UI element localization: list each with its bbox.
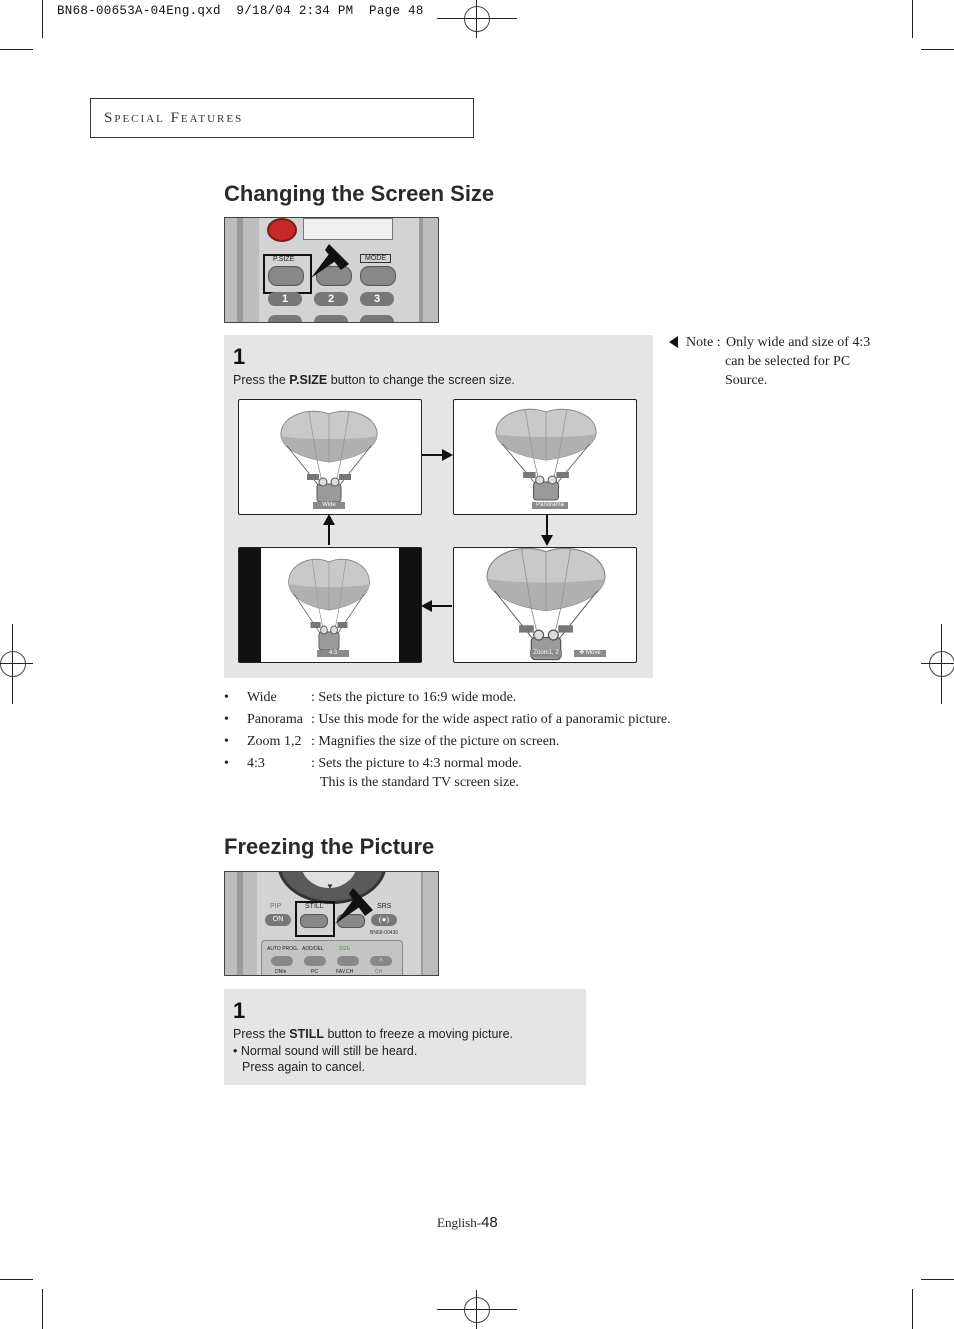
srs-label: SRS [377,903,392,910]
screen-size-heading: Changing the Screen Size [224,181,495,206]
psize-button-name: P.SIZE [289,373,328,387]
bullet-desc: : Use this mode for the wide aspect ratio of a panoramic picture. [311,712,671,727]
arrow-right-icon [420,445,454,465]
dnie-label: DNIe [275,969,287,975]
screen-zoom [453,547,637,663]
crop-mark [42,0,43,38]
still-button-name: STILL [289,1027,324,1041]
bullet-icon: • [224,734,229,749]
section-title: Special Features [104,110,244,126]
key-1: 1 [268,292,302,306]
auto-prog-label: AUTO PROG. [267,946,299,952]
pip-label: PIP [270,903,282,910]
pointer-arrow-icon [307,240,349,280]
crop-mark [42,1289,43,1329]
step-instruction: Press the P.SIZE button to change the screen size. [233,373,515,387]
bullet-icon: • [224,712,229,727]
balloon-image [287,554,371,652]
chevron-up-icon: ^ [370,956,392,966]
still-label: STILL [305,903,324,910]
mode-label-wide: Wide [313,502,345,509]
down-arrow-icon: ▼ [326,882,334,891]
key-3: 3 [360,292,394,306]
srs-button: (●) [371,914,397,926]
pip-on-button: ON [265,914,291,926]
ch-label: CH [375,969,383,975]
arrow-left-icon [420,596,454,616]
mode-label-move: ✥ Move [574,650,606,657]
psize-label: P.SIZE [273,256,295,263]
pointer-arrow-icon [331,882,373,926]
power-button-icon [267,218,297,242]
bullet-term: Zoom 1,2 [247,734,302,749]
balloon-image [484,547,608,662]
freeze-heading: Freezing the Picture [224,834,435,859]
model-number: BN68-00436 [370,930,399,936]
page-footer: English-48 [437,1214,498,1231]
move-arrows-icon: ✥ [579,650,587,656]
page-number: 48 [481,1214,498,1231]
bullet-term: Wide [247,690,277,705]
printer-slug: BN68-00653A-04Eng.qxd 9/18/04 2:34 PM Page 48 [57,4,424,18]
screen-four-three [238,547,422,663]
bullet-term: Panorama [247,712,303,727]
add-del-label: ADD/DEL [302,946,324,952]
remote-still-illustration [224,871,439,976]
arrow-down-icon [537,513,557,547]
step-note-line: Press again to cancel. [242,1060,365,1074]
bullet-icon: • [224,690,229,705]
bullet-term: 4:3 [247,756,265,771]
step-number: 1 [233,344,246,369]
note-text: Only wide and size of 4:3 can be selected for PC Source. [725,335,871,388]
crop-mark [921,49,954,50]
crop-mark [0,49,33,50]
key-2: 2 [314,292,348,306]
crop-mark [921,1279,954,1280]
bullet-desc: : Sets the picture to 4:3 normal mode. [311,756,522,771]
screen-panorama [453,399,637,515]
mode-label-panorama: Panorama [532,502,568,509]
screen-wide [238,399,422,515]
crop-mark [0,1279,33,1280]
note-label: Note : [686,335,721,350]
balloon-image [494,404,598,502]
bullet-desc: : Magnifies the size of the picture on screen. [311,734,560,749]
size-label: SIZE [339,946,351,952]
remote-psize-illustration [224,217,439,323]
bullet-icon: • [224,756,229,771]
step-note-line: • Normal sound will still be heard. [233,1044,418,1058]
mode-label: MODE [360,254,391,263]
balloon-image [279,406,379,504]
psize-button [268,266,304,286]
crop-mark [912,0,913,38]
bullet-desc: : Sets the picture to 16:9 wide mode. [311,690,517,705]
step-number: 1 [233,998,246,1023]
note-marker-icon [669,336,679,348]
fav-ch-label: FAV.CH [336,969,354,975]
bullet-continuation: This is the standard TV screen size. [320,775,519,790]
crop-mark [912,1289,913,1329]
still-button [300,914,328,928]
step-instruction: Press the STILL button to freeze a moving picture. [233,1027,513,1041]
mode-label-zoom: Zoom1, 2 [530,650,562,657]
arrow-up-icon [319,513,339,547]
mode-label-four-three: 4:3 [317,650,349,657]
pc-label: PC [311,969,318,975]
